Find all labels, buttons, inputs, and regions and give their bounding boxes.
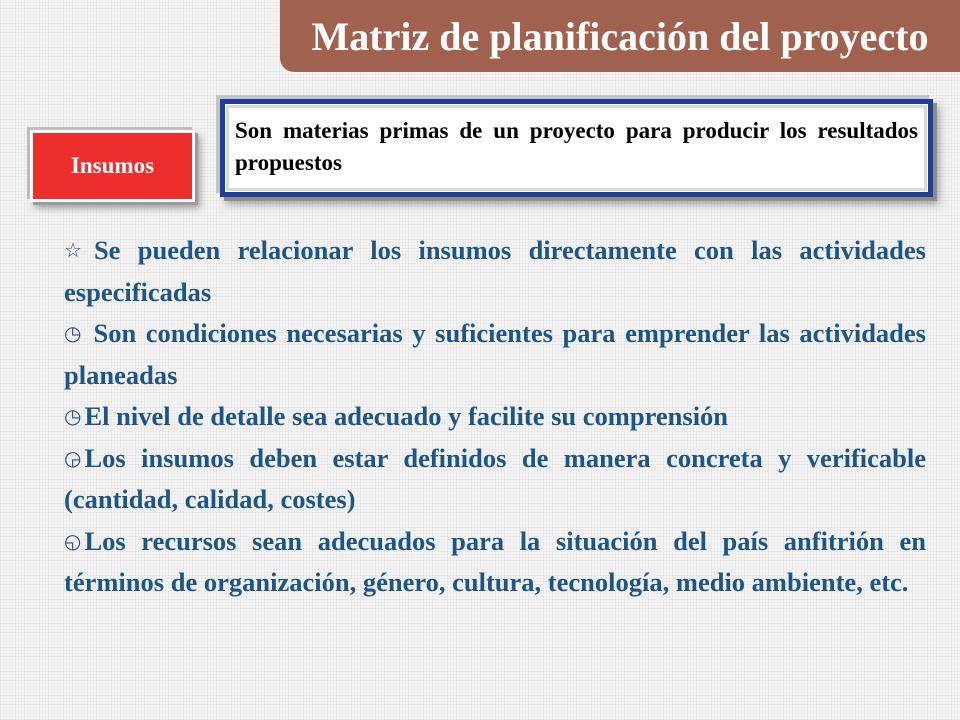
term-box <box>30 130 195 202</box>
star-outline-icon: ☆ <box>64 238 82 262</box>
bullet-item <box>64 313 926 396</box>
bullet-item <box>64 396 926 438</box>
clock-icon: ◷ <box>64 321 82 345</box>
clock-icon: ◶ <box>64 445 82 470</box>
clock-icon: ◷ <box>64 404 82 428</box>
bullet-item <box>64 230 926 313</box>
bullet-list <box>64 230 926 604</box>
definition-box <box>220 99 933 197</box>
bullet-item <box>64 438 926 521</box>
definition-text: Son materias primas de un proyecto para producir los resultados propuestos <box>235 118 918 175</box>
slide-title: Matriz de planificación del proyecto <box>311 13 929 59</box>
bullet-text: El nivel de detalle sea adecuado y facilite su comprensión <box>84 401 729 431</box>
bullet-item <box>64 521 926 604</box>
bullet-text: Son condiciones necesarias y suficientes para emprender las actividades planeadas <box>64 318 926 390</box>
clock-icon: ◵ <box>64 528 82 553</box>
bullet-text: Se pueden relacionar los insumos directamente con las actividades especificadas <box>64 235 926 307</box>
bullet-text: Los insumos deben estar definidos de manera concreta y verificable (cantidad, calidad, costes) <box>64 442 926 514</box>
term-label: Insumos <box>70 153 155 178</box>
title-banner <box>280 0 960 72</box>
bullet-text: Los recursos sean adecuados para la situación del país anfitrión en términos de organización, género, cultura, tecnología, medio ambiente, etc. <box>64 525 926 597</box>
